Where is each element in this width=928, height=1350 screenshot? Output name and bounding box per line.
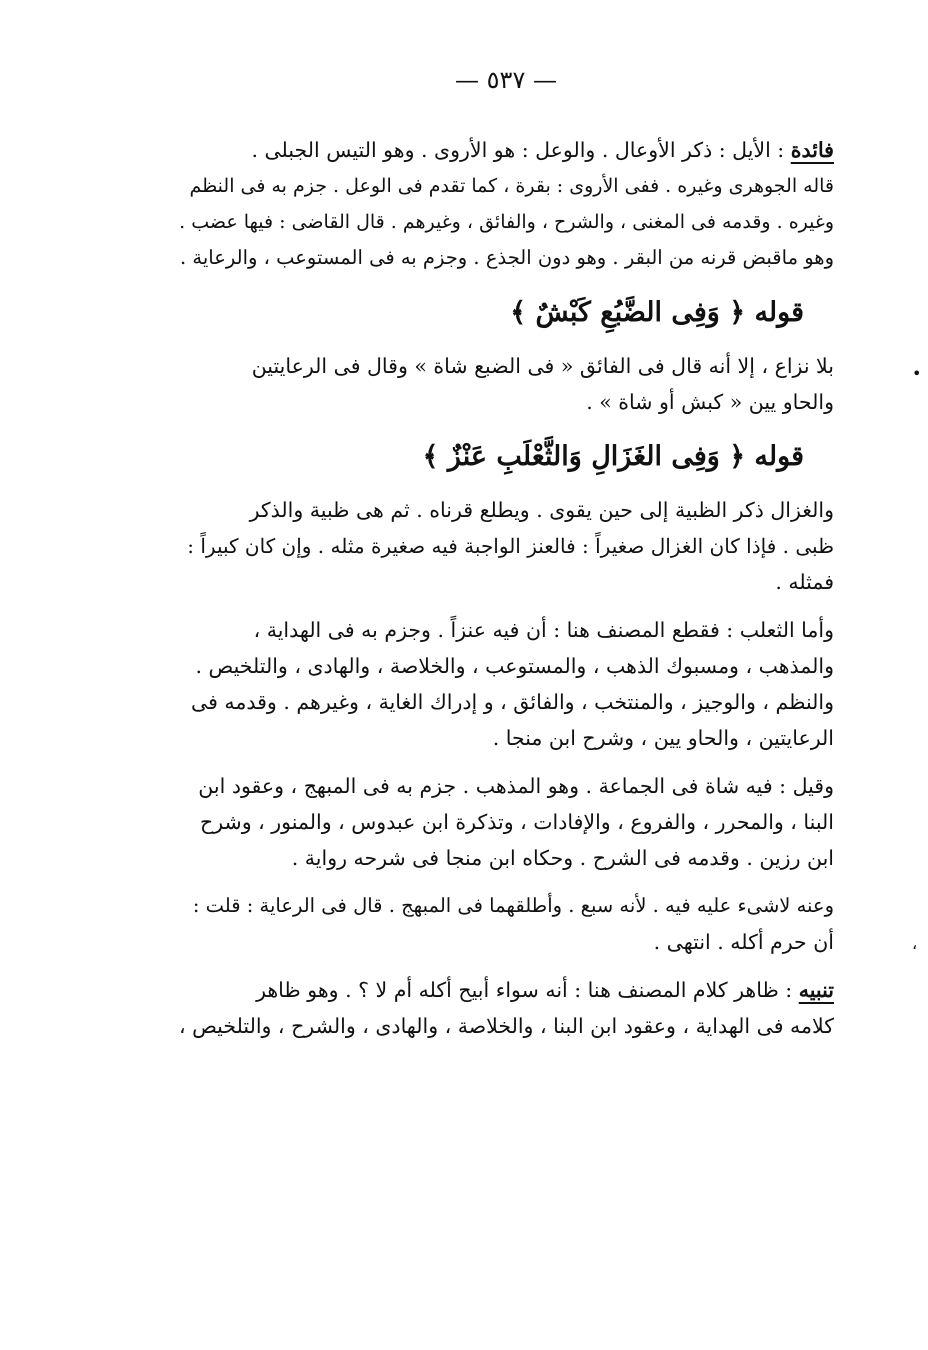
line-text: قاله الجوهرى وغيره . ففى الأروى : بقرة ، كما تقدم فى الوعل . جزم به فى النظم [189,175,834,197]
text-line [178,768,834,804]
text-line [178,720,834,756]
text-line [178,384,834,420]
text-line [178,204,834,240]
text-line [178,564,834,600]
line-text: والمذهب ، ومسبوك الذهب ، والمستوعب ، والخلاصة ، والهادى ، والتلخيص . [195,654,834,678]
line-text: بلا نزاع ، إلا أنه قال فى الفائق « فى الضبع شاة » وقال فى الرعايتين [251,354,834,378]
text-line [178,648,834,684]
paragraph [178,132,834,276]
paragraph [178,972,834,1044]
line-text: أن حرم أكله . انتهى . [653,930,834,954]
margin-mark: • [912,364,922,383]
line-text: والنظم ، والوجيز ، والمنتخب ، والفائق ، و إدراك الغاية ، وغيرهم . وقدمه فى [191,690,834,714]
line-text: فمثله . [775,570,834,594]
paragraph [178,768,834,876]
line-text: وغيره . وقدمه فى المغنى ، والشرح ، والفائق ، وغيرهم . قال القاضى : فيها عضب . [179,211,834,233]
paragraph [178,888,834,960]
text-line [178,168,834,204]
line-text: وقيل : فيه شاة فى الجماعة . وهو المذهب . جزم به فى المبهج ، وعقود ابن [198,774,834,798]
line-text: وأما الثعلب : فقطع المصنف هنا : أن فيه عنزاً . وجزم به فى الهداية ، [253,618,834,642]
text-line [178,684,834,720]
page-body [178,132,834,1044]
page-number: — ٥٣٧ — [455,66,557,94]
text-line [178,132,834,168]
document-page [178,62,834,1056]
margin-mark: ، [912,934,918,953]
text-line [178,612,834,648]
line-text: وهو ماقبض قرنه من البقر . وهو دون الجذع . وجزم به فى المستوعب ، والرعاية . [180,246,834,269]
text-line [178,840,834,876]
paragraph [178,612,834,756]
line-text: البنا ، والمحرر ، والفروع ، والإفادات ، وتذكرة ابن عبدوس ، والمنور ، وشرح [199,810,834,834]
text-line [178,492,834,528]
line-text: الرعايتين ، والحاو يين ، وشرح ابن منجا . [492,726,834,750]
line-text: ظبى . فإذا كان الغزال صغيراً : فالعنز الواجبة فيه صغيرة مثله . وإن كان كبيراً : [187,534,834,558]
text-line [178,804,834,840]
paragraph [178,348,834,420]
text-line [178,528,834,564]
line-text: والغزال ذكر الظبية إلى حين يقوى . ويطلع قرناه . ثم هى ظبية والذكر [249,498,834,522]
section-heading: قوله ﴿ وَفِى الغَزَالِ وَالثَّعْلَبِ عَنْزٌ ﴾ [422,441,804,472]
text-line [178,888,834,924]
text-line [178,1008,834,1044]
section-heading: قوله ﴿ وَفِى الضَّبُعِ كَبْشٌ ﴾ [510,297,804,328]
line-text: والحاو يين « كبش أو شاة » . [586,390,834,414]
text-line [178,972,834,1008]
paragraph [178,492,834,600]
line-text: وعنه لاشىء عليه فيه . لأنه سبع . وأطلقهما فى المبهج . قال فى الرعاية : قلت : [192,894,834,917]
line-text: كلامه فى الهداية ، وعقود ابن البنا ، والخلاصة ، والهادى ، والشرح ، والتلخيص ، [178,1014,834,1038]
text-line [178,924,834,960]
text-line [178,240,834,276]
line-text: ابن رزين . وقدمه فى الشرح . وحكاه ابن منجا فى شرحه رواية . [291,846,834,870]
line-text: : الأيل : ذكر الأوعال . والوعل : هو الأروى . وهو التيس الجبلى . [251,138,791,162]
note-label: تنبيه [798,978,834,1002]
note-label: فائدة [790,138,834,162]
line-text: : ظاهر كلام المصنف هنا : أنه سواء أبيح أكله أم لا ؟ . وهو ظاهر [256,978,799,1002]
text-line [178,348,834,384]
